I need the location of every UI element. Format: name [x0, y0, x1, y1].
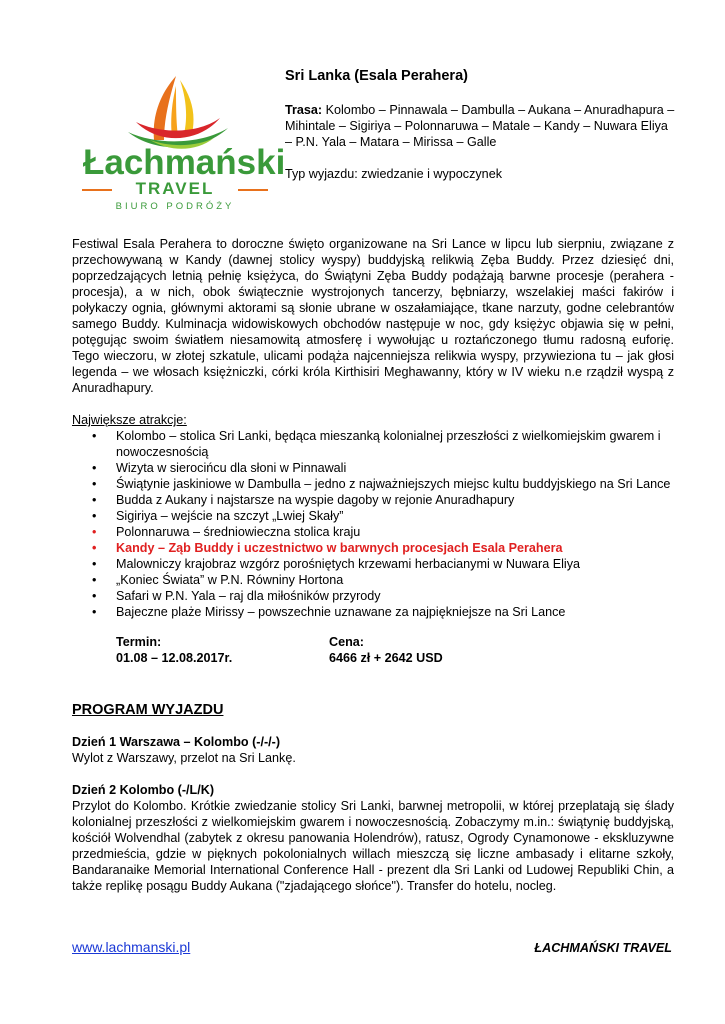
- bullet-icon: •: [92, 557, 97, 571]
- bullet-icon: •: [92, 509, 97, 523]
- footer-brand: ŁACHMAŃSKI TRAVEL: [534, 941, 672, 955]
- route-label: Trasa:: [285, 103, 323, 117]
- program-heading: PROGRAM WYJAZDU: [72, 702, 224, 718]
- trip-header: [285, 68, 675, 182]
- bullet-icon: •: [92, 589, 97, 603]
- day-text: Przylot do Kolombo. Krótkie zwiedzanie stolicy Sri Lanki, barwnej metropolii, w której przeplatają się ślady kolonialnej przeszłości z wielkomiejskim gwarem i nowoczesnością. Zobaczymy m.in.: świątynię buddyjską, kościół Wolvendhal (zabytek z okresu panowania Holendrów), ratusz, Ogrody Cynamonowe - ekskluzywne przedmieścia, gdzie w pięknych pokolonialnych willach mieszczą się liczne ambasady i elitarne szkoły, Bandaranaike Memorial International Conference Hall - prezent dla Sri Lanki od Ludowej Republiki Chin, a także replikę posągu Buddy Aukana ("zjadającego słońce"). Transfer do hotelu, nocleg.: [72, 799, 674, 893]
- list-item: • Bajeczne plaże Mirissy – powszechnie uznawane za najpiękniejsze na Sri Lance: [92, 605, 566, 619]
- route-text: Kolombo – Pinnawala – Dambulla – Aukana – Anuradhapura – Mihintale – Sigiriya – Polonnaruwa – Matale – Kandy – Nuwara Eliya – P.N. Yala – Matara – Mirissa – Galle: [285, 103, 675, 149]
- list-item: • „Koniec Świata” w P.N. Równiny Hortona: [92, 573, 344, 587]
- list-item: • Safari w P.N. Yala – raj dla miłośników przyrody: [92, 589, 381, 603]
- attractions-list: [72, 428, 674, 620]
- program-day: [72, 782, 674, 894]
- company-logo: [80, 72, 286, 222]
- bullet-icon: •: [92, 541, 97, 555]
- bullet-icon: •: [92, 605, 97, 619]
- day-title: Dzień 2 Kolombo (-/L/K): [72, 783, 215, 797]
- trip-title: Sri Lanka (Esala Perahera): [285, 68, 468, 84]
- list-item: • Sigiriya – wejście na szczyt „Lwiej Skały”: [92, 509, 344, 523]
- list-item: • Świątynie jaskiniowe w Dambulla – jedno z najważniejszych miejsc kultu buddyjskiego na Sri Lance: [92, 477, 671, 491]
- sail-icon: [80, 72, 270, 152]
- bullet-icon: •: [92, 493, 97, 507]
- website-link[interactable]: www.lachmanski.pl: [72, 939, 191, 955]
- termin-block: [116, 634, 232, 666]
- document-body: [72, 236, 674, 910]
- list-item: • Wizyta w sierocińcu dla słoni w Pinnawali: [92, 461, 347, 475]
- list-item: • Kolombo – stolica Sri Lanki, będąca mieszanką kolonialnej przeszłości z wielkomiejskim gwarem i nowoczesnością: [92, 429, 661, 459]
- trip-route: [285, 102, 675, 150]
- trip-type: Typ wyjazdu: zwiedzanie i wypoczynek: [285, 167, 502, 181]
- attractions-title: Największe atrakcje:: [72, 413, 187, 427]
- list-item: • Polonnaruwa – średniowieczna stolica kraju: [92, 525, 361, 539]
- logo-travel: TRAVEL: [135, 179, 215, 198]
- trip-terms: [72, 634, 674, 668]
- logo-wordmark: Łachmański: [83, 143, 286, 182]
- program-day: [72, 734, 674, 766]
- bullet-icon: •: [92, 477, 97, 491]
- logo-subtitle: BIURO PODRÓŻY: [115, 201, 235, 212]
- bullet-icon: •: [92, 525, 97, 539]
- list-item-highlight: • Kandy – Ząb Buddy i uczestnictwo w barwnych procesjach Esala Perahera: [92, 541, 563, 555]
- day-text: Wylot z Warszawy, przelot na Sri Lankę.: [72, 751, 296, 765]
- list-item: • Malowniczy krajobraz wzgórz porośniętych krzewami herbacianymi w Nuwara Eliya: [92, 557, 581, 571]
- price-value: 6466 zł + 2642 USD: [329, 651, 443, 665]
- bullet-icon: •: [92, 429, 97, 443]
- termin-value: 01.08 – 12.08.2017r.: [116, 651, 233, 665]
- page-footer: [72, 939, 672, 955]
- day-title: Dzień 1 Warszawa – Kolombo (-/-/-): [72, 735, 281, 749]
- bullet-icon: •: [92, 573, 97, 587]
- intro-paragraph: Festiwal Esala Perahera to doroczne święto organizowane na Sri Lance w lipcu lub sierpniu, związane z przechowywaną w Kandy (dawnej stolicy wyspy) buddyjską relikwią Zęba Buddy. Przez dziesięć dni, poprzedzających letnią pełnię księżyca, do Świątyni Zęba Buddy podążają barwne procesje (perahera - procesja), a w nich, obok świątecznie wystrojonych tancerzy, bębniarzy, wszelakiej maści fakirów i połykaczy ognia, głównymi aktorami są słonie ubrane w oszałamiające, tkane narzuty, godne celebrantów samego Buddy. Kulminacja widowiskowych obchodów następuje w noc, gdy księżyc objawia się w pełni, potęgując swoim światłem niesamowitą atmosferę i wywołując u roztańczonego tłumu radosną euforię. Tego wieczoru, w złotej szkatule, ulicami podąża najcenniejsza relikwia wyspy, przywieziona tu – jak głosi legenda – we włosach księżniczki, córki króla Kirthisiri Meghawanny, który w IV wieku n.e rządził wyspą z Anuradhapury.: [72, 237, 674, 395]
- logo-line-right: [238, 189, 268, 191]
- bullet-icon: •: [92, 461, 97, 475]
- price-block: [329, 634, 443, 666]
- price-label: Cena:: [329, 635, 364, 649]
- list-item: • Budda z Aukany i najstarsze na wyspie dagoby w rejonie Anuradhapury: [92, 493, 515, 507]
- termin-label: Termin:: [116, 635, 162, 649]
